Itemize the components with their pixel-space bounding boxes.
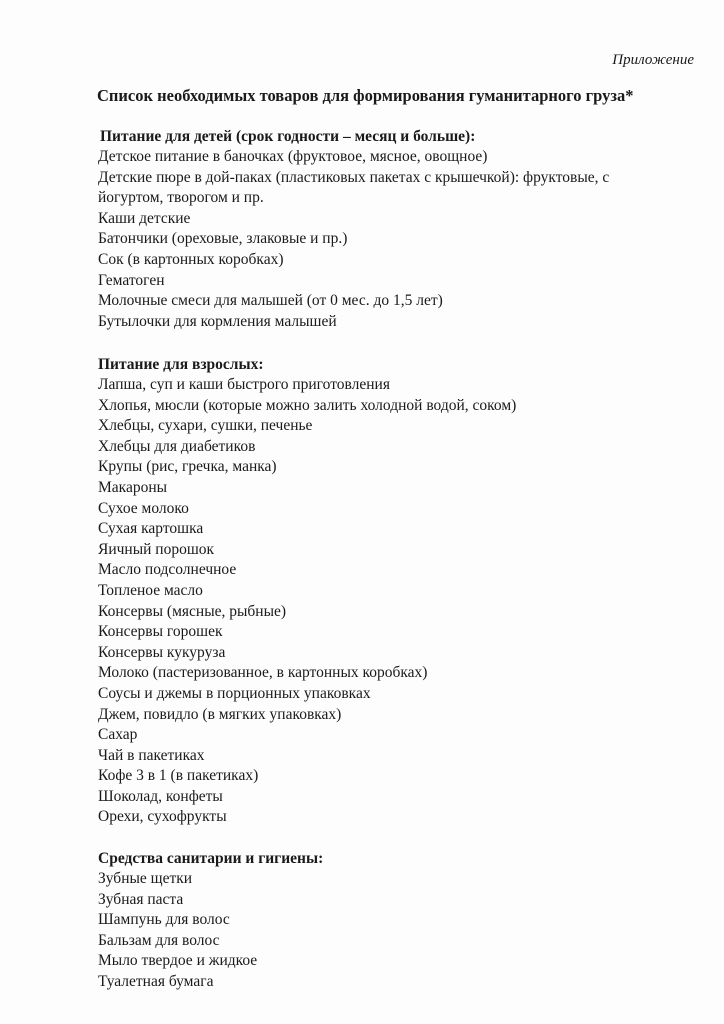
list-item: Сухая картошка [98,520,204,538]
list-item: Гематоген [98,271,165,289]
section-heading-hygiene: Средства санитарии и гигиены: [98,850,324,867]
list-item: Сахар [98,726,138,744]
item-list-adults [98,375,698,828]
list-item: Сок (в картонных коробках) [98,250,284,268]
document-title: Список необходимых товаров для формирования гуманитарного груза* [97,86,634,105]
list-item: Крупы (рис, гречка, манка) [98,458,277,476]
list-item: Зубная паста [98,890,184,908]
list-item: Туалетная бумага [98,972,214,990]
list-item: Батончики (ореховые, злаковые и пр.) [98,230,348,248]
list-item: Джем, повидло (в мягких упаковках) [98,705,342,723]
list-item: Чай в пакетиках [98,746,205,764]
list-item: Хлебцы, сухари, сушки, печенье [98,417,313,435]
list-item: Консервы (мясные, рыбные) [98,602,287,620]
list-item: Шоколад, конфеты [98,787,223,805]
list-item: Молочные смеси для малышей (от 0 мес. до 1,5 лет) [98,292,443,310]
section-hygiene [98,848,698,993]
list-item: Каши детские [98,209,191,227]
list-item: Яичный порошок [98,540,215,558]
list-item: Консервы горошек [98,623,223,641]
list-item: Консервы кукуруза [98,643,226,661]
list-item: Орехи, сухофрукты [98,808,227,826]
section-heading-children: Питание для детей (срок годности – месяц и больше): [100,128,476,145]
list-item: Соусы и джемы в порционных упаковках [98,684,371,702]
list-item: Макароны [98,478,168,496]
annex-label: Приложение [612,52,694,68]
list-item: Кофе 3 в 1 (в пакетиках) [98,767,259,785]
list-item: Сухое молоко [98,499,189,517]
list-item: Зубные щетки [98,870,193,887]
list-item: Бальзам для волос [98,931,220,949]
list-item: Хлопья, мюсли (которые можно залить холодной водой, соком) [98,396,517,414]
item-list-children [98,147,698,332]
list-item: Шампунь для волос [98,911,230,929]
list-item: Детское питание в баночках (фруктовое, мясное, овощное) [98,148,488,165]
list-item: Лапша, суп и каши быстрого приготовления [98,376,390,393]
list-item: Хлебцы для диабетиков [98,437,256,455]
item-list-hygiene [98,869,698,993]
list-item: Молоко (пастеризованное, в картонных коробках) [98,664,428,682]
list-item: Топленое масло [98,581,203,599]
list-item: Бутылочки для кормления малышей [98,312,337,330]
section-children-food [98,126,698,332]
section-heading-adults: Питание для взрослых: [98,356,264,373]
list-item: Мыло твердое и жидкое [98,952,258,970]
list-item: Детские пюре в дой-паках (пластиковых пакетах с крышечкой): фруктовые, с йогуртом, творогом и пр. [98,168,610,207]
section-adult-food [98,354,698,828]
list-item: Масло подсолнечное [98,561,237,579]
